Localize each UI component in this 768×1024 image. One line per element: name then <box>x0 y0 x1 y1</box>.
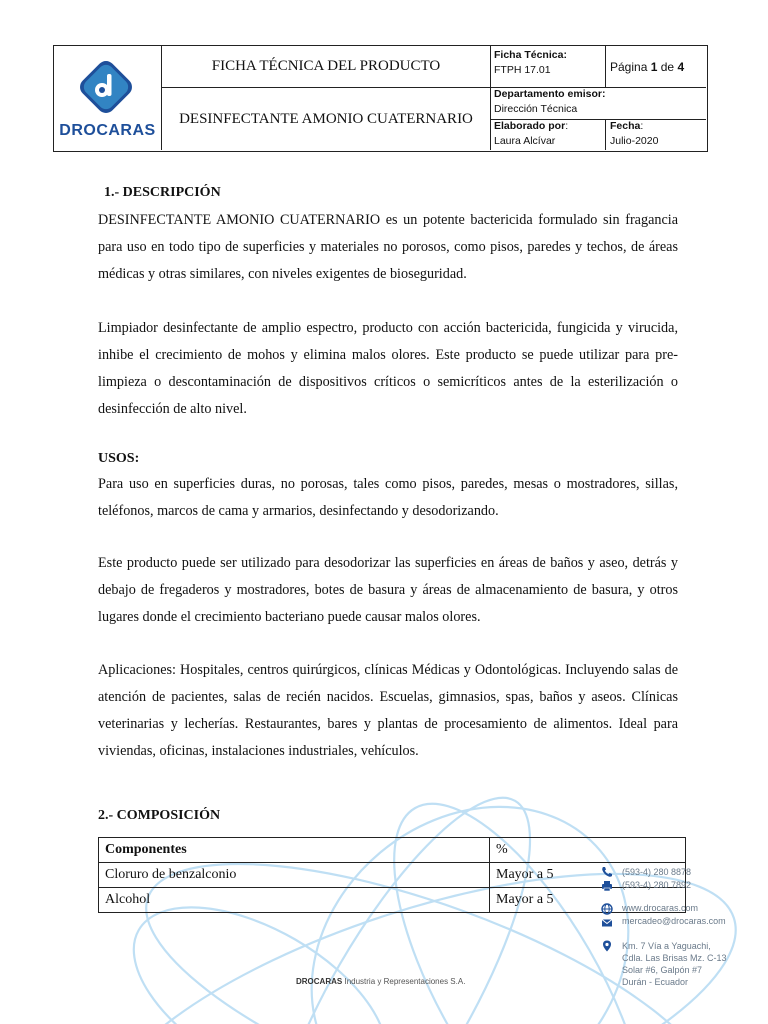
footer-brand <box>296 977 465 986</box>
paragraph-aplicaciones: Aplicaciones: Hospitales, centros quirúrgicos, clínicas Médicas y Odontológicas. Incluyendo salas de atención de pacientes, salas de recién nacidos. Escuelas, gimnasios, spas, baños y aseos. Clínicas veterinarias y lecherías. Restaurantes, bares y plantas de procesamiento de alimentos. Ideal para viviendas, oficinas, instalaciones industriales, vehículos. <box>98 662 678 759</box>
elaborado-cell: Elaborado por: Laura Alcívar <box>491 119 605 149</box>
table-row <box>99 863 686 888</box>
location-pin-icon <box>601 940 613 952</box>
globe-icon <box>601 903 613 915</box>
usos-title: USOS: <box>98 451 140 466</box>
departamento-label: Departamento emisor: <box>494 88 606 100</box>
fecha-label: Fecha <box>610 120 641 132</box>
column-header: Componentes <box>99 838 490 863</box>
component-name: Alcohol <box>99 888 490 913</box>
pagina-total: 4 <box>677 59 685 74</box>
company-logo <box>54 46 161 150</box>
paragraph-usos-2: Este producto puede ser utilizado para desodorizar las superficies en áreas de baños y aseo, detrás y debajo de fregaderos y mostradores, botes de basura y áreas de almacenamiento de basura, y otros lugares donde el crecimiento bacteriano puede causar malos olores. <box>98 555 678 625</box>
footer-address: Km. 7 Vía a Yaguachi, Cdla. Las Brisas Mz. C-13 Solar #6, Galpón #7 Durán - Ecuador <box>622 941 727 987</box>
component-value: Mayor a 5 <box>490 888 686 913</box>
paragraph-descripcion-2: Limpiador desinfectante de amplio espectro, producto con acción bactericida, fungicida y virucida, inhibe el crecimiento de mohos y elimina malos olores. Este producto se puede utilizar para pre-limpieza o descontaminación de dispositivos críticos o semicríticos antes de la esterilización o desinfección de alto nivel. <box>98 320 678 417</box>
column-header: % <box>490 838 686 863</box>
header-table <box>53 45 708 152</box>
footer-email[interactable]: mercadeo@drocaras.com <box>622 916 726 926</box>
section-composicion-title: 2.- COMPOSICIÓN <box>98 808 221 823</box>
footer-phone: (593-4) 280 8878 <box>622 867 692 877</box>
elaborado-value: Laura Alcívar <box>494 135 556 147</box>
section-descripcion-title: 1.- DESCRIPCIÓN <box>104 185 221 200</box>
page-number-cell <box>606 46 706 87</box>
elaborado-label: Elaborado por <box>494 120 566 132</box>
document-title: FICHA TÉCNICA DEL PRODUCTO <box>211 58 441 74</box>
phone-icon <box>601 866 613 878</box>
paragraph-descripcion-1: DESINFECTANTE AMONIO CUATERNARIO es un potente bactericida formulado sin fragancia para uso en todo tipo de superficies y materiales no porosos, como pisos, paredes y techos, de áreas médicas y otras similares, con niveles exigentes de bioseguridad. <box>98 212 678 282</box>
fecha-value: Julio-2020 <box>610 135 659 147</box>
footer-brand-tail: Industria y Representaciones S.A. <box>344 977 466 986</box>
table-header-row <box>99 838 686 863</box>
pagina-num: 1 <box>650 59 658 74</box>
footer-brand-name: DROCARAS <box>296 977 343 986</box>
departamento-value: Dirección Técnica <box>494 103 578 115</box>
footer-web[interactable]: www.drocaras.com <box>622 903 699 913</box>
mail-icon <box>601 917 613 929</box>
component-value: Mayor a 5 <box>490 863 686 888</box>
logo-text: DROCARAS <box>59 122 156 139</box>
ficha-value: FTPH 17.01 <box>494 64 551 76</box>
table-row <box>99 888 686 913</box>
pagina-de: de <box>660 59 675 74</box>
fax-icon <box>601 880 613 892</box>
composition-table <box>98 837 686 913</box>
product-title: DESINFECTANTE AMONIO CUATERNARIO <box>179 110 473 127</box>
ficha-label: Ficha Técnica: <box>494 49 567 61</box>
footer-fax: (593-4) 280 7892 <box>622 880 692 890</box>
component-name: Cloruro de benzalconio <box>99 863 490 888</box>
paragraph-usos-1: Para uso en superficies duras, no porosas, tales como pisos, paredes, mesas o mostradores, sillas, teléfonos, marcos de cama y armarios, desinfectando y desodorizando. <box>98 476 678 519</box>
departamento-cell <box>491 87 706 117</box>
pagina-label: Página <box>610 59 648 74</box>
ficha-tecnica-cell <box>491 48 605 78</box>
fecha-cell: Fecha: Julio-2020 <box>606 119 706 149</box>
